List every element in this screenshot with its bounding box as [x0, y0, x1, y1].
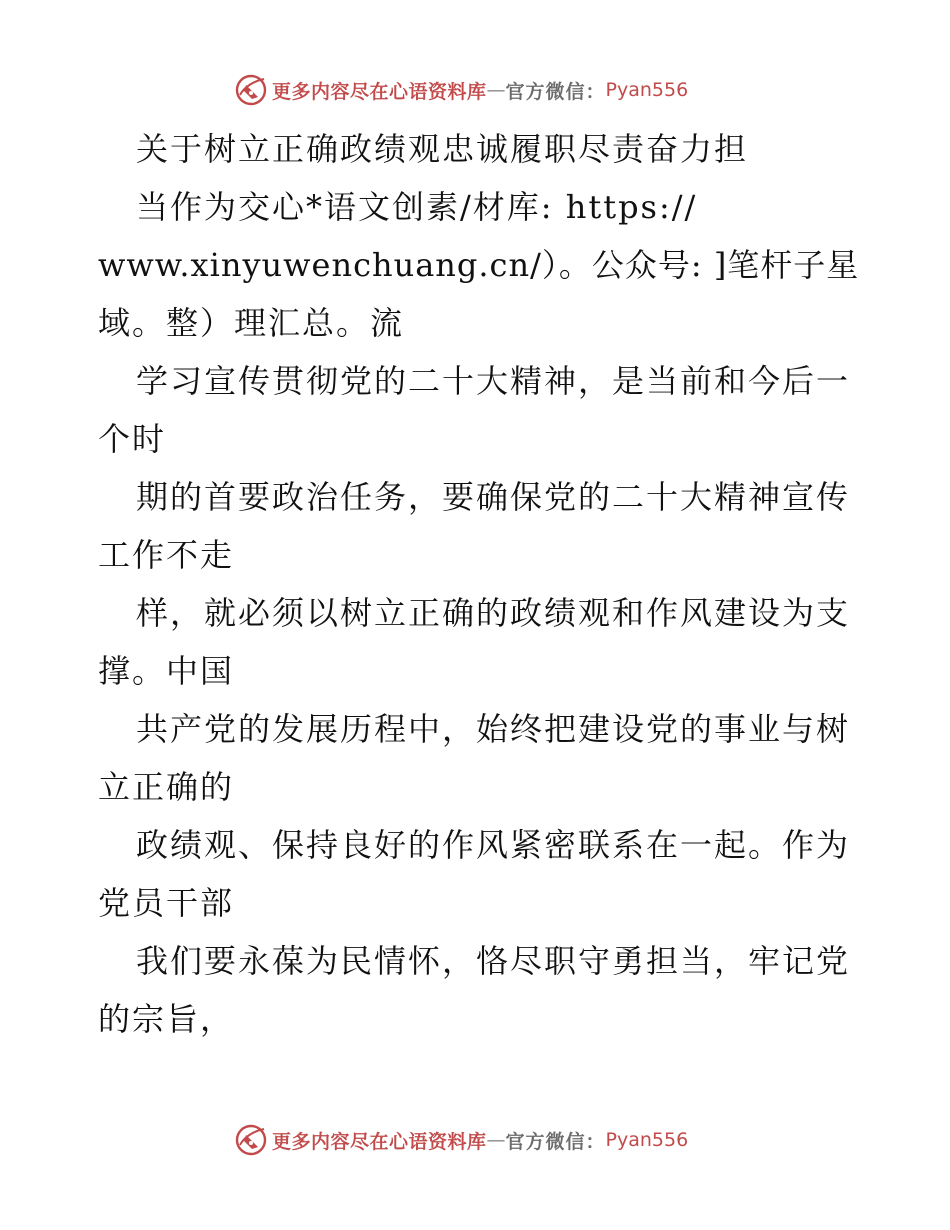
header-banner — [234, 72, 734, 108]
text-line: 共产党的发展历程中，始终把建设党的事业与树 — [136, 710, 851, 748]
text-line: 样，就必须以树立正确的政绩观和作风建设为支 — [136, 594, 851, 632]
footer-site-name: 更多内容尽在心语资料库 — [272, 1130, 487, 1153]
footer-banner — [234, 1122, 734, 1158]
text-line: 立正确的 — [98, 768, 235, 806]
text-line: 政绩观、保持良好的作风紧密联系在一起。作为 — [136, 826, 851, 864]
text-line: 当作为交心*语文创素/材库: https:// — [136, 188, 698, 226]
header-wechat-label: 官方微信： — [505, 80, 606, 103]
text-line: 期的首要政治任务，要确保党的二十大精神宣传 — [136, 478, 851, 516]
text-line: 的宗旨， — [98, 1000, 235, 1038]
text-line: 党员干部 — [98, 884, 235, 922]
text-line: www.xinyuwenchuang.cn/）。公众号: ]笔杆子星 — [98, 246, 860, 284]
footer-dash: — — [486, 1129, 506, 1151]
pen-nib-logo-icon — [234, 73, 268, 107]
text-line: 学习宣传贯彻党的二十大精神，是当前和今后一 — [136, 362, 851, 400]
text-line: 域。整）理汇总。流 — [98, 304, 405, 342]
text-line: 关于树立正确政绩观忠诚履职尽责奋力担 — [136, 130, 749, 168]
text-line: 个时 — [98, 420, 167, 458]
header-site-name: 更多内容尽在心语资料库 — [272, 80, 487, 103]
text-line: 撑。中国 — [98, 652, 235, 690]
text-line: 我们要永葆为民情怀，恪尽职守勇担当，牢记党 — [136, 942, 851, 980]
footer-wechat-label: 官方微信： — [505, 1130, 606, 1153]
document-body — [98, 120, 858, 1048]
header-wechat-id: Pyan556 — [605, 79, 689, 101]
header-dash: — — [486, 79, 506, 101]
footer-wechat-id: Pyan556 — [605, 1129, 689, 1151]
pen-nib-logo-icon — [234, 1123, 268, 1157]
text-line: 工作不走 — [98, 536, 235, 574]
